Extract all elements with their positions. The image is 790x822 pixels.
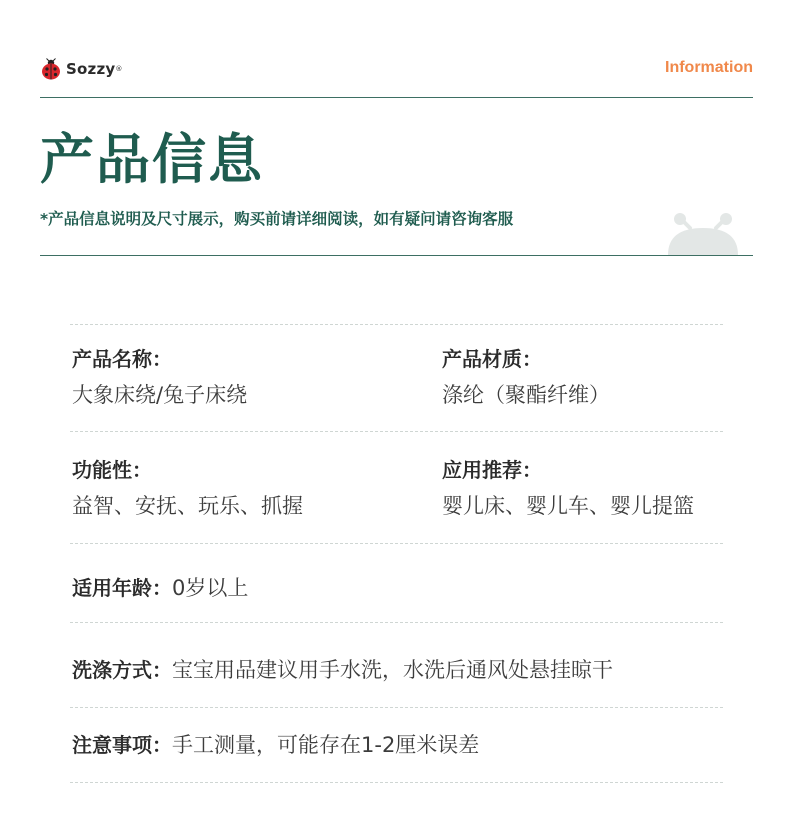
- row-divider: [70, 782, 723, 783]
- field-label: 产品材质：: [442, 347, 542, 371]
- row-divider: [70, 431, 723, 432]
- brand-name: Sozzy: [66, 60, 116, 78]
- field-label: 洗涤方式：: [72, 658, 172, 682]
- field-material: [442, 345, 610, 410]
- field-value: 宝宝用品建议用手水洗，水洗后通风处悬挂晾干: [172, 658, 613, 682]
- field-value: 益智、安抚、玩乐、抓握: [72, 494, 303, 518]
- field-value: 手工测量，可能存在1-2厘米误差: [172, 733, 480, 757]
- brand-trademark: ®: [115, 65, 123, 73]
- title-divider: [40, 255, 753, 256]
- row-divider: [70, 324, 723, 325]
- bug-mascot-icon: [660, 208, 746, 255]
- row-divider: [70, 707, 723, 708]
- field-usage: [442, 456, 694, 521]
- field-notice: [72, 729, 479, 759]
- header-divider: [40, 97, 753, 98]
- field-age: [72, 572, 248, 602]
- field-value: 婴儿床、婴儿车、婴儿提篮: [442, 494, 694, 518]
- field-label: 应用推荐：: [442, 458, 542, 482]
- section-label: Information: [665, 59, 753, 76]
- field-label: 注意事项：: [72, 733, 172, 757]
- row-divider: [70, 622, 723, 623]
- field-value: 大象床绕/兔子床绕: [72, 383, 248, 407]
- field-function: [72, 456, 303, 521]
- page-subtitle: *产品信息说明及尺寸展示，购买前请详细阅读，如有疑问请咨询客服: [40, 210, 514, 228]
- page-title: 产品信息: [40, 128, 264, 191]
- field-product-name: [72, 345, 247, 410]
- ladybug-icon: [40, 58, 62, 80]
- field-label: 功能性：: [72, 458, 152, 482]
- field-wash: [72, 654, 613, 684]
- row-divider: [70, 543, 723, 544]
- field-label: 适用年龄：: [72, 576, 172, 600]
- field-value: 涤纶（聚酯纤维）: [442, 383, 610, 407]
- field-value: 0岁以上: [172, 576, 249, 600]
- field-label: 产品名称：: [72, 347, 172, 371]
- brand-logo: [40, 57, 122, 81]
